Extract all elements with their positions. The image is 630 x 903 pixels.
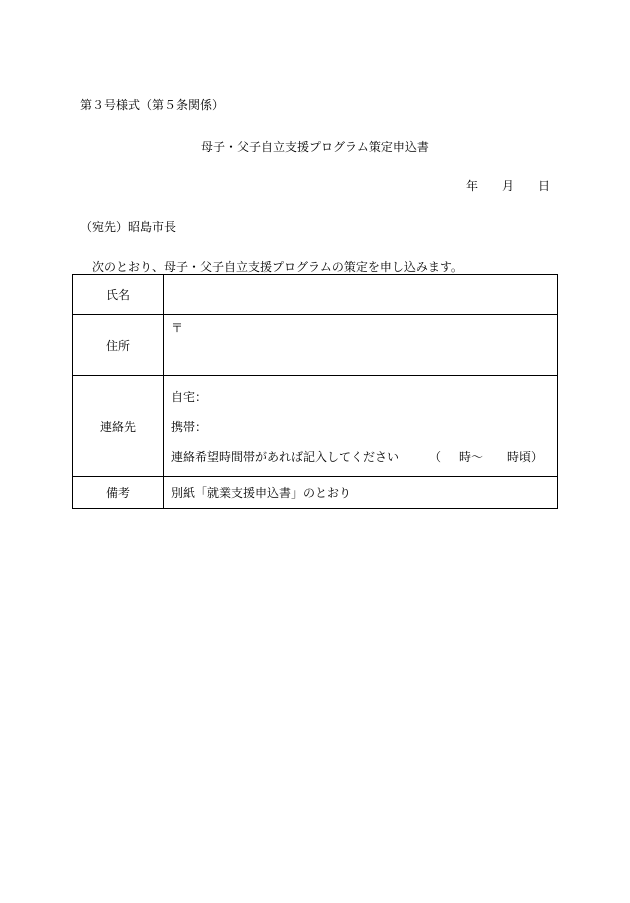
date-year: 年 [466, 179, 479, 193]
contact-label: 連絡先 [73, 376, 164, 477]
time-open-paren: （ [429, 450, 442, 464]
postal-mark: 〒 [171, 321, 184, 335]
addressee: （宛先）昭島市長 [80, 220, 177, 234]
mobile-phone-label: 携帯： [171, 420, 208, 434]
date-day: 日 [538, 179, 551, 193]
name-label: 氏名 [73, 275, 164, 315]
date-month: 月 [502, 179, 515, 193]
contact-field[interactable] [164, 376, 558, 477]
remarks-label: 備考 [73, 477, 164, 509]
time-to-label: 時頃） [507, 450, 544, 464]
table-row-name [73, 275, 558, 315]
document-title: 母子・父子自立支援プログラム策定申込書 [201, 140, 429, 154]
date-line [466, 177, 550, 194]
time-from-label: 時～ [459, 450, 484, 464]
preferred-time-text: 連絡希望時間帯があれば記入してください [171, 450, 400, 464]
address-label: 住所 [73, 315, 164, 376]
table-row-contact [73, 376, 558, 477]
table-row-remarks [73, 477, 558, 509]
name-field[interactable] [164, 275, 558, 315]
preferred-time-line [171, 448, 557, 465]
form-number: 第３号様式（第５条関係） [80, 98, 225, 112]
remarks-field: 別紙「就業支援申込書」のとおり [164, 477, 558, 509]
address-field[interactable] [164, 315, 558, 376]
table-row-address [73, 315, 558, 376]
home-phone-label: 自宅： [171, 390, 208, 404]
application-table [72, 274, 558, 509]
intro-text: 次のとおり、母子・父子自立支援プログラムの策定を申し込みます。 [92, 260, 463, 274]
